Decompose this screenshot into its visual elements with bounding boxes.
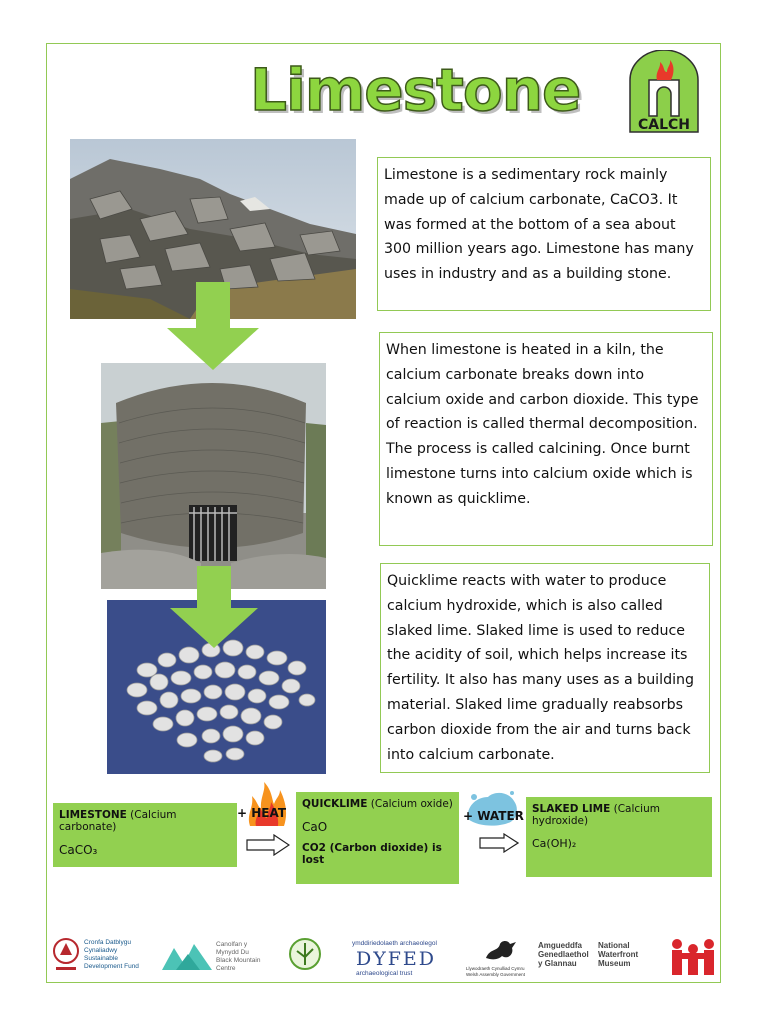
dragon-logo xyxy=(484,938,518,962)
text-line: was formed at the bottom of a sea about xyxy=(384,216,676,233)
text-line: limestone turns into calcium oxide which is xyxy=(386,465,693,482)
black-mountain-text: Canolfan y Mynydd Du Black Mountain Centre xyxy=(216,941,261,972)
slaked-lime-formula: Ca(OH)₂ xyxy=(532,837,577,850)
red-figures-logo xyxy=(668,937,718,977)
text-line: Limestone is a sedimentary rock mainly xyxy=(384,167,668,183)
co2-lost-note: CO2 (Carbon dioxide) is lost xyxy=(302,842,442,866)
flame-icon xyxy=(246,780,288,828)
lime-kiln-photo xyxy=(101,363,326,589)
amgueddfa-text: Amgueddfa Genedlaethol y Glannau xyxy=(538,941,589,968)
limestone-heading: LIMESTONE (Calcium carbonate) xyxy=(59,809,177,833)
quicklime-box xyxy=(296,792,459,884)
text-line: The process is called calcining. Once burnt xyxy=(386,441,690,458)
dyfed-logo-text: DYFED xyxy=(355,948,437,970)
intro-text-box xyxy=(377,157,711,311)
slaked-lime-heading: SLAKED LIME (Calcium hydroxide) xyxy=(532,803,660,827)
dyfed-top-text: ymddiriedolaeth archaeolegol xyxy=(352,940,437,947)
text-line: calcium carbonate breaks down into xyxy=(386,366,645,383)
sustainable-fund-text: Cronfa Datblygu Cynaliadwy Sustainable Development Fund xyxy=(84,939,139,970)
down-arrow-1 xyxy=(167,282,259,370)
dyfed-bottom-text: archaeological trust xyxy=(356,970,413,977)
black-mountain-logo xyxy=(162,940,212,970)
text-line: uses in industry and as a building stone. xyxy=(384,266,672,283)
slaked-lime-box xyxy=(526,797,712,877)
down-arrow-2 xyxy=(170,566,258,648)
right-arrow-2 xyxy=(479,833,519,853)
text-line: When limestone is heated in a kiln, the xyxy=(386,342,664,358)
text-line: carbon dioxide from the air and turns back xyxy=(387,721,691,738)
right-arrow-1 xyxy=(246,834,290,856)
text-line: fertility. It also has many uses as a building xyxy=(387,672,695,689)
cadw-text: Llywodraeth Cynulliad Cymru Welsh Assembly Government xyxy=(466,966,525,977)
page-title: Limestone xyxy=(250,56,581,124)
text-line: made up of calcium carbonate, CaCO3. It xyxy=(384,191,678,208)
text-line: into calcium carbonate. xyxy=(387,746,555,763)
text-line: Quicklime reacts with water to produce xyxy=(387,573,667,589)
quicklime-formula: CaO xyxy=(302,820,328,834)
welsh-crest-logo xyxy=(52,937,80,975)
text-line: calcium oxide and carbon dioxide. This type xyxy=(386,391,699,408)
waterfront-museum-text: National Waterfront Museum xyxy=(598,941,639,968)
calch-logo xyxy=(627,50,701,134)
calch-logo-text: CALCH xyxy=(637,117,691,133)
text-line: the acidity of soil, which helps increase its xyxy=(387,647,688,664)
text-line: material. Slaked lime gradually reabsorbs xyxy=(387,696,684,713)
bracelet-logo xyxy=(288,937,322,971)
quicklime-heading: QUICKLIME (Calcium oxide) xyxy=(302,798,453,810)
limestone-box xyxy=(53,803,237,867)
water-label: + WATER xyxy=(463,809,524,823)
limestone-formula: CaCO₃ xyxy=(59,843,98,857)
calcining-text-box xyxy=(379,332,713,546)
text-line: 300 million years ago. Limestone has many xyxy=(384,241,694,258)
heat-label: + HEAT xyxy=(237,806,287,820)
text-line: slaked lime. Slaked lime is used to reduce xyxy=(387,622,685,639)
text-line: of reaction is called thermal decomposition. xyxy=(386,416,698,433)
text-line: calcium hydroxide, which is also called xyxy=(387,597,663,614)
text-line: known as quicklime. xyxy=(386,490,531,507)
slaked-lime-text-box xyxy=(380,563,710,773)
